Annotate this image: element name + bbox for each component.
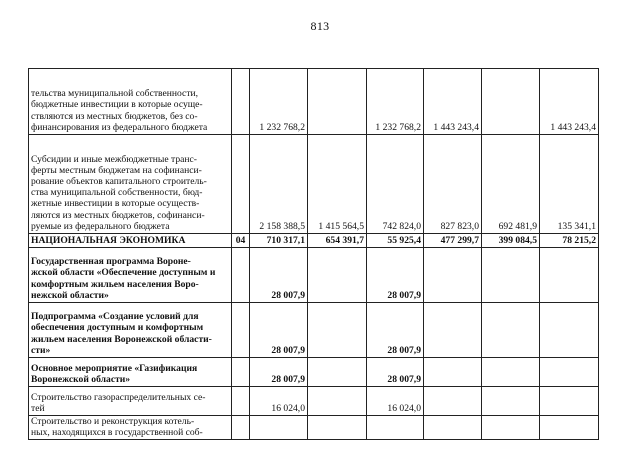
value-cell: 78 215,2 <box>540 234 599 248</box>
value-cell <box>424 248 482 303</box>
value-cell <box>308 303 367 358</box>
row-name-line: ствляются из местных бюджетов, без со- <box>31 110 198 122</box>
value-cell <box>424 387 482 416</box>
value-cell <box>308 358 367 387</box>
value-cell <box>424 358 482 387</box>
value-cell <box>308 69 367 135</box>
row-name <box>29 303 232 358</box>
value-cell: 477 299,7 <box>424 234 482 248</box>
section-code <box>232 303 250 358</box>
row-name <box>29 135 232 234</box>
value-cell: 1 415 564,5 <box>308 135 367 234</box>
value-cell <box>367 416 424 440</box>
row-name-line: Воронежской области» <box>31 373 131 385</box>
row-name-line: сти» <box>31 344 51 356</box>
value-cell: 654 391,7 <box>308 234 367 248</box>
row-name <box>29 234 232 248</box>
table-row <box>29 135 599 234</box>
row-name-line: Государственная программа Вороне- <box>31 256 191 268</box>
section-code <box>232 248 250 303</box>
row-name-line: тей <box>31 402 45 414</box>
table-row <box>29 248 599 303</box>
value-cell: 28 007,9 <box>250 358 308 387</box>
value-cell: 16 024,0 <box>367 387 424 416</box>
row-name-line: рование объектов капитального строитель- <box>31 175 207 187</box>
value-cell <box>482 248 540 303</box>
row-name-line: ферты местным бюджетам на софинанси- <box>31 164 202 176</box>
value-cell: 1 443 243,4 <box>424 69 482 135</box>
row-name-line: финансирования из федерального бюджета <box>31 121 208 133</box>
row-name-line: жской области «Обеспечение доступным и <box>31 267 216 279</box>
value-cell <box>540 416 599 440</box>
value-cell <box>482 303 540 358</box>
value-cell: 710 317,1 <box>250 234 308 248</box>
row-name-line: нежской области» <box>31 289 109 301</box>
section-code <box>232 358 250 387</box>
row-name-line: Строительство и реконструкция котель- <box>31 416 195 427</box>
value-cell: 16 024,0 <box>250 387 308 416</box>
table-row <box>29 69 599 135</box>
value-cell <box>250 416 308 440</box>
page-number: 813 <box>310 19 330 33</box>
table-row <box>29 416 599 440</box>
value-cell <box>308 416 367 440</box>
value-cell <box>308 387 367 416</box>
table-row <box>29 387 599 416</box>
value-cell: 28 007,9 <box>250 303 308 358</box>
value-cell: 135 341,1 <box>540 135 599 234</box>
budget-table <box>28 68 599 440</box>
row-name-line: Подпрограмма «Создание условий для <box>31 311 199 323</box>
row-name-line: руемые из федерального бюджета <box>31 220 170 232</box>
value-cell <box>482 416 540 440</box>
row-name <box>29 387 232 416</box>
table-row <box>29 234 599 248</box>
value-cell: 1 232 768,2 <box>367 69 424 135</box>
value-cell <box>540 358 599 387</box>
row-name-line: жильем населения Воронежской области- <box>31 333 212 345</box>
value-cell: 28 007,9 <box>367 248 424 303</box>
row-name-line: тельства муниципальной собственности, <box>31 88 199 100</box>
row-name <box>29 248 232 303</box>
value-cell <box>308 248 367 303</box>
row-name-line: бюджетные инвестиции в которые осуще- <box>31 99 203 111</box>
table-row <box>29 303 599 358</box>
row-name-line: ства муниципальной собственности, бюд- <box>31 187 203 199</box>
value-cell: 28 007,9 <box>367 358 424 387</box>
row-name-line: Строительство газораспределительных се- <box>31 391 206 403</box>
row-name-line: ных, находящихся в государственной соб- <box>31 427 203 439</box>
value-cell <box>482 69 540 135</box>
value-cell <box>540 248 599 303</box>
value-cell: 2 158 388,5 <box>250 135 308 234</box>
row-name-line: обеспечения доступным и комфортным <box>31 322 204 334</box>
value-cell <box>424 303 482 358</box>
value-cell: 1 443 243,4 <box>540 69 599 135</box>
value-cell <box>482 358 540 387</box>
row-name <box>29 69 232 135</box>
value-cell: 28 007,9 <box>367 303 424 358</box>
section-code <box>232 387 250 416</box>
value-cell: 28 007,9 <box>250 248 308 303</box>
value-cell: 692 481,9 <box>482 135 540 234</box>
row-name-line: Субсидии и иные межбюджетные транс- <box>31 153 197 165</box>
table-body <box>29 69 599 440</box>
value-cell <box>540 303 599 358</box>
value-cell: 742 824,0 <box>367 135 424 234</box>
section-code <box>232 69 250 135</box>
table-row <box>29 358 599 387</box>
row-name <box>29 358 232 387</box>
value-cell: 827 823,0 <box>424 135 482 234</box>
section-code <box>232 416 250 440</box>
value-cell <box>482 387 540 416</box>
row-name-line: ляются из местных бюджетов, софинанси- <box>31 209 205 221</box>
value-cell <box>540 387 599 416</box>
value-cell: 1 232 768,2 <box>250 69 308 135</box>
value-cell: 55 925,4 <box>367 234 424 248</box>
section-code <box>232 135 250 234</box>
row-name-line: Основное мероприятие «Газификация <box>31 362 198 374</box>
row-name <box>29 416 232 440</box>
row-name-line: жетные инвестиции в которые осуществ- <box>31 198 200 210</box>
section-code: 04 <box>232 234 250 248</box>
value-cell <box>424 416 482 440</box>
row-name-line: НАЦИОНАЛЬНАЯ ЭКОНОМИКА <box>31 234 186 246</box>
row-name-line: комфортным жильем населения Воро- <box>31 278 199 290</box>
value-cell: 399 084,5 <box>482 234 540 248</box>
